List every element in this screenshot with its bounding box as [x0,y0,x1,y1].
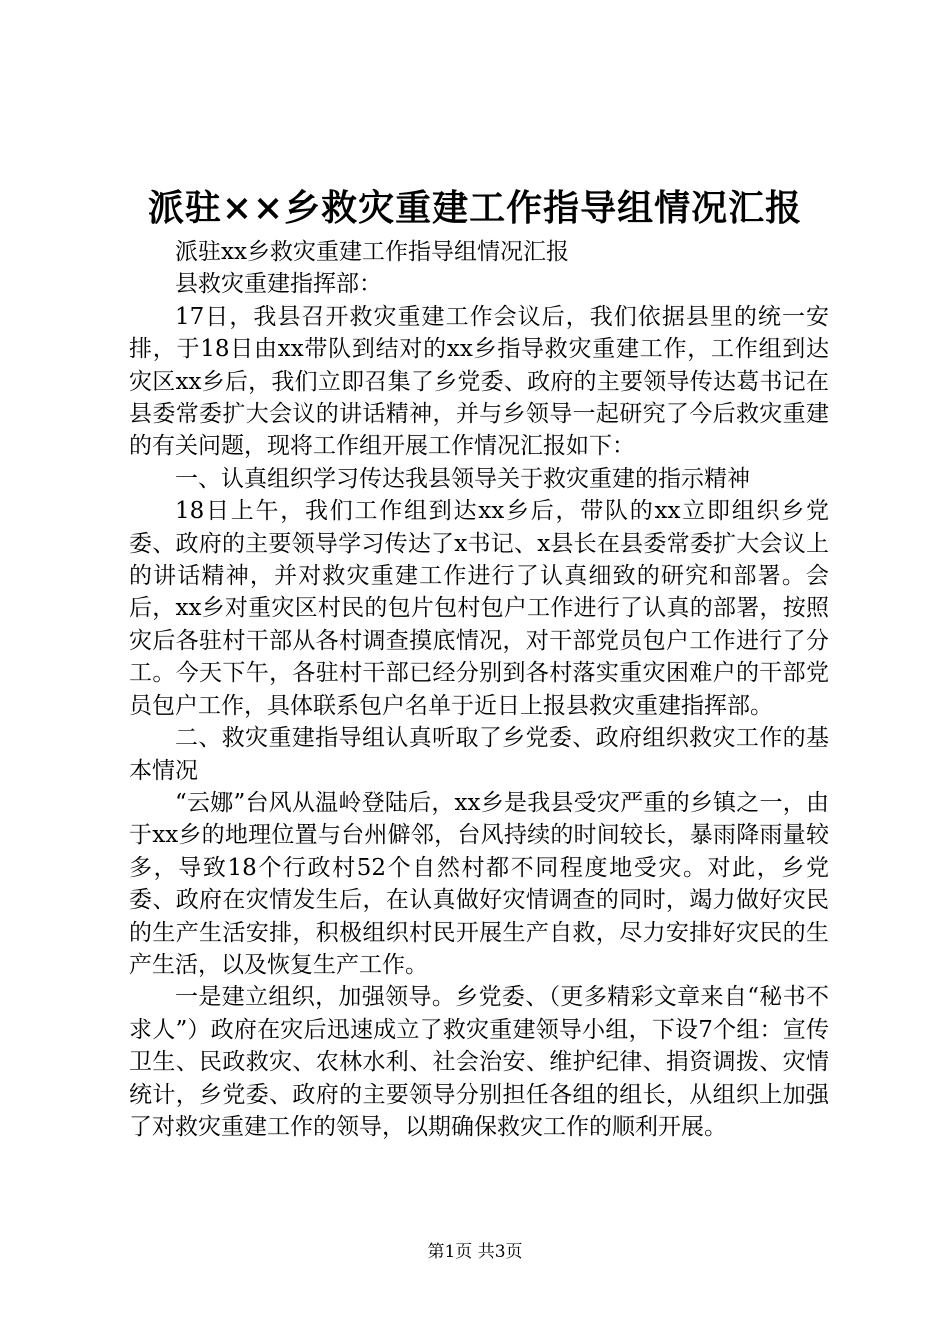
section-heading-1: 一、认真组织学习传达我县领导关于救灾重建的指示精神 [175,465,750,492]
paragraph-addressee: 县救灾重建指挥部： [175,271,382,298]
paragraph-intro: 17日，我县召开救灾重建工作会议后，我们依据县里的统一安排，于18日由xx带队到结对的xx乡指导救灾重建工作，工作组到达灾区xx乡后，我们立即召集了乡党委、政府的主要领导传达葛书记在县委常委扩大会议的讲话精神，并与乡领导一起研究了今后救灾重建的有关问题，现将工作组开展工作情况汇报如下： [129,303,829,460]
document-title: 派驻××乡救灾重建工作指导组情况汇报 [147,187,803,229]
paragraph-section-1: 18日上午，我们工作组到达xx乡后，带队的xx立即组织乡党委、政府的主要领导学习传达了x书记、x县长在县委常委扩大会议上的讲话精神，并对救灾重建工作进行了认真细致的研究和部署。会后，xx乡对重灾区村民的包片包村包户工作进行了认真的部署，按照灾后各驻村干部从各村调查摸底情况，对干部党员包户工作进行了分工。今天下午，各驻村干部已经分别到各村落实重灾困难户的干部党员包户工作，具体联系包户名单于近日上报县救灾重建指挥部。 [129,498,829,719]
page-number-footer: 第1页 共3页 [427,1242,523,1262]
document-body [129,236,829,1143]
paragraph-section-2: “云娜”台风从温岭登陆后，xx乡是我县受灾严重的乡镇之一，由于xx乡的地理位置与台州僻邻，台风持续的时间较长，暴雨降雨量较多，导致18个行政村52个自然村都不同程度地受灾。对此，乡党委、政府在灾情发生后，在认真做好灾情调查的同时，竭力做好灾民的生产生活安排，积极组织村民开展生产自救，尽力安排好灾民的生产生活，以及恢复生产工作。 [129,789,829,978]
paragraph-organization: 一是建立组织，加强领导。乡党委、（更多精彩文章来自“秘书不求人”）政府在灾后迅速成立了救灾重建领导小组，下设7个组：宣传卫生、民政救灾、农林水利、社会治安、维护纪律、捐资调拨、灾情统计，乡党委、政府的主要领导分别担任各组的组长，从组织上加强了对救灾重建工作的领导，以期确保救灾工作的顺利开展。 [129,984,829,1140]
paragraph-subtitle: 派驻xx乡救灾重建工作指导组情况汇报 [175,239,569,265]
section-heading-2: 二、救灾重建指导组认真听取了乡党委、政府组织救灾工作的基本情况 [129,725,829,784]
